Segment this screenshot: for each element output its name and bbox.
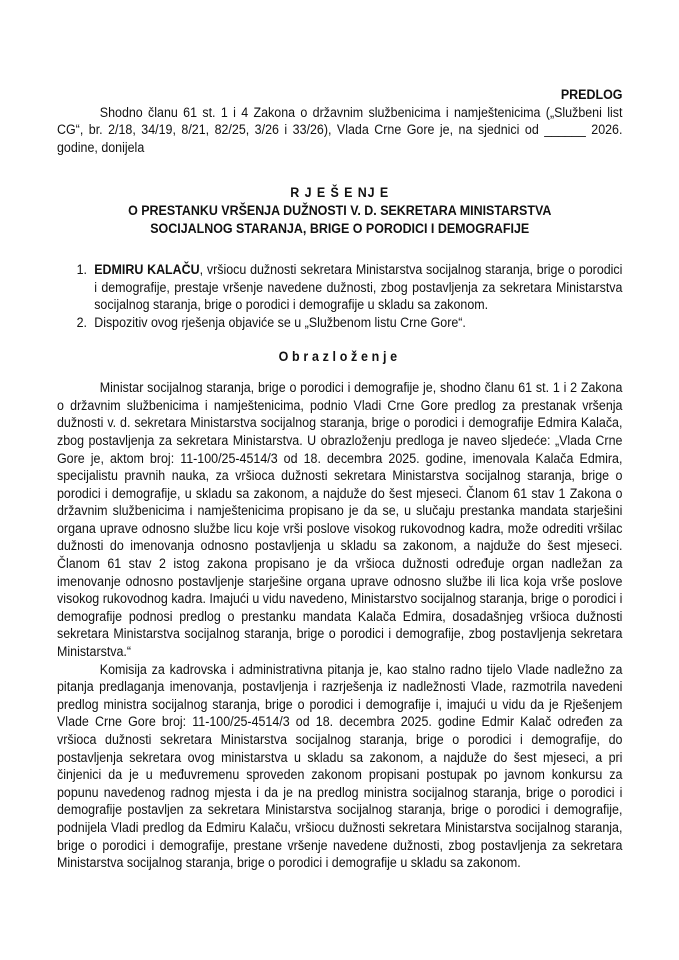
decision-subtitle-line1: O PRESTANKU VRŠENJA DUŽNOSTI V. D. SEKRETARA MINISTARSTVA — [128, 202, 552, 218]
reasoning-heading: Obrazloženje — [278, 348, 401, 364]
decision-items — [57, 261, 622, 331]
reasoning-paragraph: Komisija za kadrovska i administrativna pitanja je, kao stalno radno tijelo Vlade nadležno za pitanja predlaganja imenovanja, postavljenja i razrješenja iz nadležnosti Vlade, razmotrila navedeni predlog ministra socijalnog staranja, brige o porodici i demografije i, imajući u vidu da je Rješenjem Vlade Crne Gore broj: 11-100/25-4514/3 od 18. decembra 2025. godine Edmir Kalač određen za vršioca dužnosti sekretara Ministarstva socijalnog staranja, brige o porodici i demografije, do postavljenja sekretara ovog ministarstva u skladu sa zakonom, a najduže do šest mjeseci, a pri činjenici da je u međuvremenu sproveden zakonom propisani postupak po javnom konkursu za popunu navedenog radnog mjesta i da je na predlog ministra socijalnog staranja, brige o porodici i demografije postavljen za sekretara Ministarstva socijalnog staranja, brige o porodici i demografije, podnijela Vladi predlog da Edmiru Kalaču, vršiocu dužnosti sekretara Ministarstva socijalnog staranja, brige o porodici i demografije, prestane vršenje navedene dužnosti, zbog postavljenja za sekretara Ministarstva socijalnog staranja, brige o porodici i demografije u skladu sa zakonom. — [57, 661, 623, 871]
decision-subtitle-line2: SOCIJALNOG STARANJA, BRIGE O PORODICI I DEMOGRAFIJE — [150, 220, 530, 236]
decision-title-text: R J E Š E NJ E — [290, 185, 390, 201]
decision-title — [57, 184, 622, 237]
person-name: EDMIRU KALAČU — [94, 262, 200, 278]
proposal-label: PREDLOG — [560, 87, 623, 102]
decision-item — [90, 314, 622, 332]
document-page — [57, 86, 623, 872]
reasoning-paragraph: Ministar socijalnog staranja, brige o porodici i demografije je, shodno članu 61 st. 1 i 2 Zakona o državnim službenicima i namještenicima, podnio Vladi Crne Gore predlog za prestanak vršenja dužnosti v. d. sekretara Ministarstva socijalnog staranja, brige o porodici i demografije Edmira Kalača, zbog postavljenja za sekretara Ministarstva. U obrazloženju predloga je naveo sljedeće: „Vlada Crne Gore je, aktom broj: 11-100/25-4514/3 od 18. decembra 2025. godine, imenovala Kalača Edmira, specijalistu pravnih nauka, za vršioca dužnosti sekretara Ministarstva socijalnog staranja, brige o porodici i demografije, u skladu sa zakonom, a najduže do šest mjeseci. Članom 61 stav 1 Zakona o državnim službenicima i namještenicima propisano je da se, u slučaju prestanka mandata starješini organa uprave odnosno službe licu koje vrši poslove visokog rukovodnog kadra, može odrediti vršilac dužnosti do imenovanja odnosno postavljenja u skladu sa zakonom, a najduže do šest mjeseci. Članom 61 stav 2 istog zakona propisano je da vršioca dužnosti određuje organ nadležan za imenovanje odnosno postavljenje starješine organa uprave odnosno službe ili lica koja vrše poslove visokog rukovodnog kadra. Imajući u vidu navedeno, Ministarstvo socijalnog staranja, brige o porodici i demografije podnosi predlog o prestanku mandata Kalača Edmira, dosadašnjeg vršioca dužnosti sekretara Ministarstva socijalnog staranja, brige o porodici i demografije, zbog postavljenja sekretara Ministarstva.“ — [57, 380, 623, 660]
decision-item — [90, 261, 622, 314]
decision-item-text: Dispozitiv ovog rješenja objaviće se u „Službenom listu Crne Gore“. — [94, 314, 466, 330]
preamble: Shodno članu 61 st. 1 i 4 Zakona o državnim službenicima i namještenicima („Službeni list CG“, br. 2/18, 34/19, 8/21, 82/25, 3/26 i 33/26), Vlada Crne Gore je, na sjednici od ______ 2026. godine, donijela — [57, 104, 623, 155]
decision-item-text: , vršiocu dužnosti sekretara Ministarstva socijalnog staranja, brige o porodici i demografije, prestaje vršenje navedene dužnosti, zbog postavljenja za sekretara Ministarstva socijalnog staranja, brige o porodici i demografije u skladu sa zakonom. — [94, 262, 623, 313]
